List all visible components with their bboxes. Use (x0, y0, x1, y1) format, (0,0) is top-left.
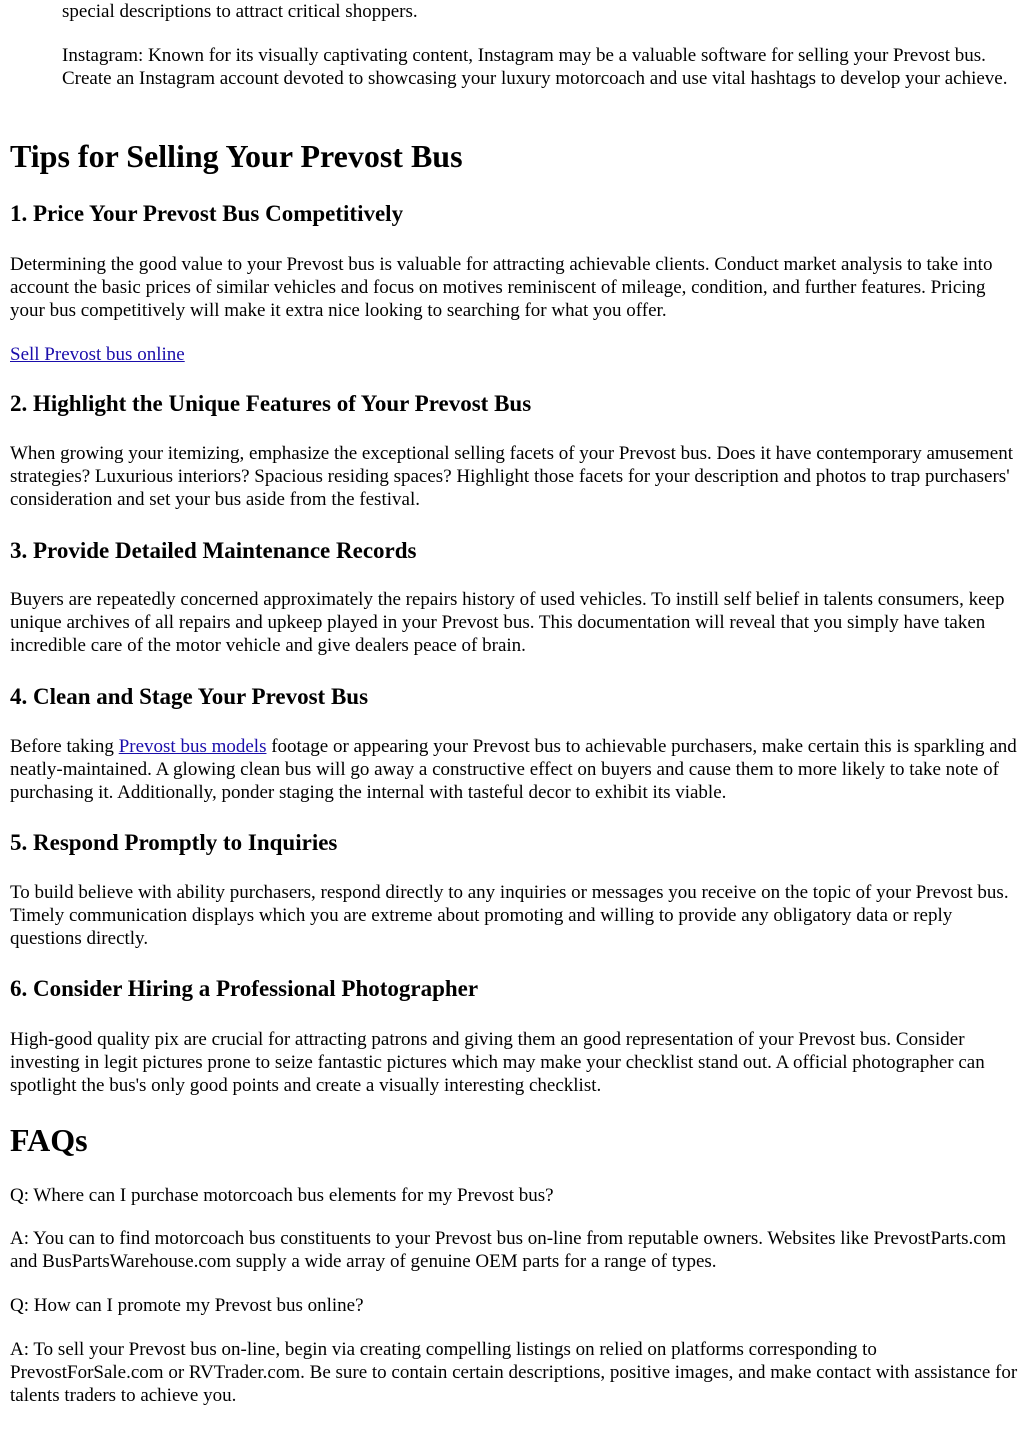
section-6-body: High-good quality pix are crucial for attracting patrons and giving them an good representation of your Prevost bus. Consider investing in legit pictures prone to seize fantastic pictures which may make your checklist stand out. A official photographer can spotlight the bus's only good points and create a visually interesting checklist. (10, 1029, 985, 1096)
section-1-body: Determining the good value to your Prevost bus is valuable for attracting achievable clients. Conduct market analysis to take into account the basic prices of similar vehicles and focus on motives reminiscent of mileage, condition, and further features. Pricing your bus competitively will make it extra nice looking to searching for what you offer. (10, 254, 993, 321)
section-6-title: 6. Consider Hiring a Professional Photographer (10, 976, 479, 1001)
section-4-body-start: Before taking (10, 736, 119, 757)
faq-answer-2: A: To sell your Prevost bus on-line, begin via creating compelling listings on relied on platforms corresponding to PrevostForSale.com or RVTrader.com. Be sure to contain certain descriptions, positive images, and make contact with assistance for talents traders to achieve you. (10, 1339, 1018, 1406)
faqs-heading: FAQs (10, 1122, 88, 1158)
tips-heading: Tips for Selling Your Prevost Bus (10, 138, 463, 174)
faq-question-1: Q: Where can I purchase motorcoach bus elements for my Prevost bus? (10, 1185, 554, 1206)
sell-prevost-bus-online-link[interactable]: Sell Prevost bus online (10, 344, 185, 365)
section-4-body (10, 735, 1024, 804)
faq-answer-1: A: You can to find motorcoach bus constituents to your Prevost bus on-line from reputable owners. Websites like PrevostParts.com and BusPartsWarehouse.com supply a wide array of genuine OEM parts for a range of types. (10, 1228, 1007, 1272)
intro-paragraph-1: special descriptions to attract critical shoppers. (62, 1, 418, 22)
intro-paragraph-instagram: Instagram: Known for its visually captivating content, Instagram may be a valuable software for selling your Prevost bus. Create an Instagram account devoted to showcasing your luxury motorcoach and use vital hashtags to develop your achieve. (62, 45, 1008, 89)
section-2-body: When growing your itemizing, emphasize the exceptional selling facets of your Prevost bus. Does it have contemporary amusement strategies? Luxurious interiors? Spacious residing spaces? Highlight those facets for your description and photos to trap purchasers' consideration and set your bus aside from the festival. (10, 443, 1014, 510)
section-2-title: 2. Highlight the Unique Features of Your Prevost Bus (10, 391, 532, 416)
section-3-body: Buyers are repeatedly concerned approximately the repairs history of used vehicles. To instill self belief in talents consumers, keep unique archives of all repairs and upkeep played in your Prevost bus. This documentation will reveal that you simply have taken incredible care of the motor vehicle and give dealers peace of brain. (10, 589, 1005, 656)
sell-online-link-line (10, 343, 1024, 366)
section-5-body: To build believe with ability purchasers, respond directly to any inquiries or messages you receive on the topic of your Prevost bus. Timely communication displays which you are extreme about promoting and willing to provide any obligatory data or reply questions directly. (10, 882, 1009, 949)
section-4-title: 4. Clean and Stage Your Prevost Bus (10, 684, 369, 709)
section-4-body-end: footage or appearing your Prevost bus to achievable purchasers, make certain this is sparkling and neatly-maintained. A glowing clean bus will go away a constructive effect on buyers and cause them to more likely to take note of purchasing it. Additionally, ponder staging the internal with tasteful decor to exhibit its viable. (10, 736, 1017, 803)
section-3-title: 3. Provide Detailed Maintenance Records (10, 538, 417, 563)
section-1-title: 1. Price Your Prevost Bus Competitively (10, 201, 404, 226)
prevost-bus-models-link[interactable]: Prevost bus models (118, 736, 267, 757)
section-5-title: 5. Respond Promptly to Inquiries (10, 830, 338, 855)
faq-question-2: Q: How can I promote my Prevost bus online? (10, 1295, 364, 1316)
